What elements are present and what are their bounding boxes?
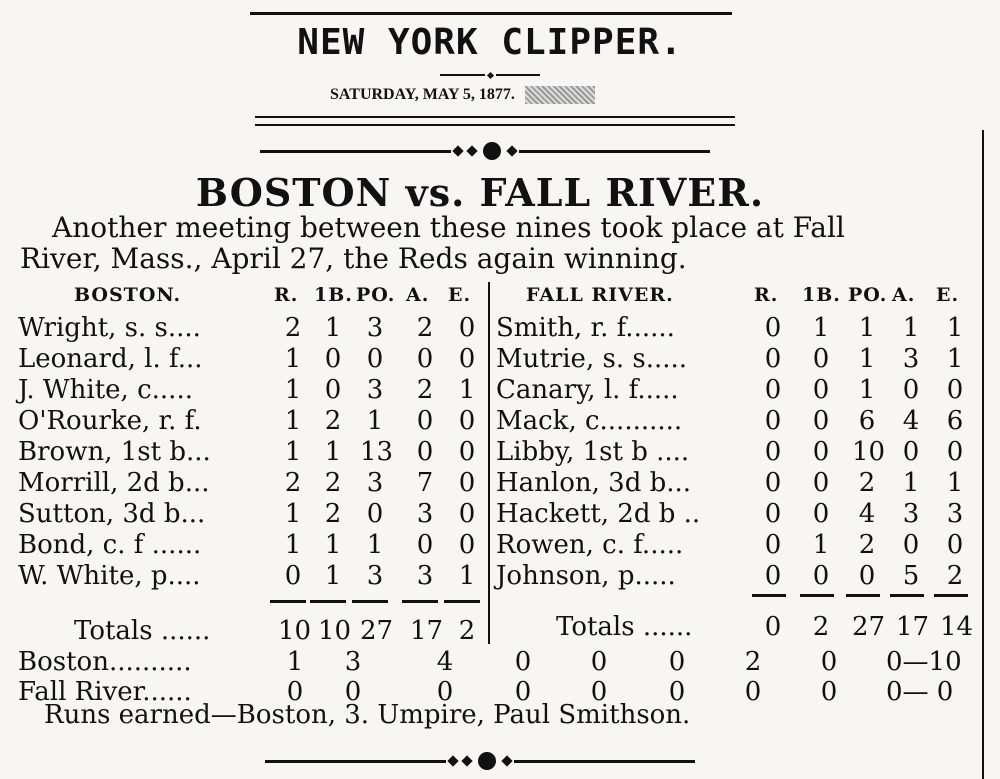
fallriver-stat-po: 2 <box>858 530 876 560</box>
fallriver-total-dash <box>934 594 968 597</box>
fallriver-total-dash <box>752 594 786 597</box>
boston-col-a: A. <box>406 284 430 306</box>
print-smudge <box>525 86 595 104</box>
fallriver-player-name: Johnson, p..... <box>496 561 676 591</box>
fallriver-stat-a: 0 <box>902 375 920 405</box>
fallriver-stat-r: 0 <box>764 468 782 498</box>
fallriver-stat-po: 6 <box>858 406 876 436</box>
boston-stat-po: 3 <box>366 313 384 343</box>
boston-player-name: W. White, p.... <box>18 561 201 591</box>
boston-stat-b: 1 <box>324 530 342 560</box>
boston-stat-b: 1 <box>324 437 342 467</box>
fallriver-total-po: 27 <box>852 612 886 642</box>
boston-stat-r: 1 <box>284 499 302 529</box>
boston-player-name: Leonard, l. f... <box>18 344 203 374</box>
innings-run: 0 <box>668 677 686 707</box>
boston-stat-po: 1 <box>366 406 384 436</box>
fallriver-stat-a: 4 <box>902 406 920 436</box>
boston-col-b: 1B. <box>314 284 353 306</box>
boston-stat-b: 2 <box>324 468 342 498</box>
fallriver-total-dash <box>800 594 834 597</box>
boston-stat-r: 1 <box>284 530 302 560</box>
boston-total-dash <box>402 600 438 603</box>
boston-col-e: E. <box>448 284 472 306</box>
fallriver-stat-po: 1 <box>858 344 876 374</box>
boston-stat-po: 3 <box>366 375 384 405</box>
fallriver-stat-po: 2 <box>858 468 876 498</box>
fallriver-total-dash <box>890 594 924 597</box>
boston-player-name: J. White, c..... <box>18 375 193 405</box>
boston-total-b: 10 <box>318 616 352 646</box>
innings-run: 0 <box>820 647 838 677</box>
fallriver-total-a: 17 <box>896 612 930 642</box>
boston-stat-a: 3 <box>416 561 434 591</box>
fallriver-stat-r: 0 <box>764 344 782 374</box>
box-score-divider <box>488 282 490 644</box>
boston-stat-po: 3 <box>366 468 384 498</box>
fallriver-col-e: E. <box>936 284 960 306</box>
headline: BOSTON vs. FALL RIVER. <box>195 170 765 215</box>
fallriver-player-name: Rowen, c. f..... <box>496 530 684 560</box>
fallriver-stat-po: 1 <box>858 375 876 405</box>
fallriver-stat-a: 3 <box>902 499 920 529</box>
boston-player-name: Brown, 1st b... <box>18 437 211 467</box>
fallriver-stat-b: 1 <box>812 313 830 343</box>
fallriver-stat-e: 3 <box>946 499 964 529</box>
boston-stat-e: 0 <box>458 406 476 436</box>
fallriver-player-name: Mutrie, s. s..... <box>496 344 688 374</box>
boston-stat-a: 7 <box>416 468 434 498</box>
fallriver-stat-r: 0 <box>764 530 782 560</box>
fallriver-total-dash <box>846 594 880 597</box>
boston-stat-e: 0 <box>458 468 476 498</box>
fallriver-stat-po: 10 <box>852 437 886 467</box>
fallriver-stat-b: 1 <box>812 530 830 560</box>
fallriver-stat-e: 0 <box>946 375 964 405</box>
boston-stat-e: 0 <box>458 313 476 343</box>
innings-run: 0 <box>590 647 608 677</box>
innings-run: 0 <box>590 677 608 707</box>
boston-player-name: Morrill, 2d b... <box>18 468 210 498</box>
boston-stat-po: 13 <box>360 437 394 467</box>
boston-col-po: PO. <box>356 284 396 306</box>
boston-stat-b: 2 <box>324 499 342 529</box>
boston-player-name: Sutton, 3d b... <box>18 499 206 529</box>
innings-run: 0 <box>668 647 686 677</box>
innings-run: 0 <box>514 647 532 677</box>
boston-stat-r: 1 <box>284 406 302 436</box>
boston-stat-e: 0 <box>458 499 476 529</box>
innings-run: 0 <box>820 677 838 707</box>
innings-run: 2 <box>744 647 762 677</box>
boston-stat-po: 0 <box>366 344 384 374</box>
boston-stat-e: 1 <box>458 375 476 405</box>
innings-run: 1 <box>286 647 304 677</box>
boston-stat-po: 1 <box>366 530 384 560</box>
fallriver-stat-r: 0 <box>764 406 782 436</box>
boston-stat-a: 3 <box>416 499 434 529</box>
fallriver-stat-e: 1 <box>946 313 964 343</box>
fallriver-col-a: A. <box>892 284 916 306</box>
boston-total-dash <box>352 600 388 603</box>
innings-run: 0 <box>744 677 762 707</box>
fallriver-stat-a: 1 <box>902 313 920 343</box>
innings-run: 0 <box>436 677 454 707</box>
fallriver-stat-b: 0 <box>812 561 830 591</box>
fallriver-stat-b: 0 <box>812 375 830 405</box>
fallriver-stat-e: 1 <box>946 344 964 374</box>
fallriver-header: FALL RIVER. <box>526 284 674 306</box>
innings-total: 0—10 <box>886 647 962 677</box>
boston-stat-po: 3 <box>366 561 384 591</box>
fallriver-stat-r: 0 <box>764 561 782 591</box>
fallriver-stat-a: 0 <box>902 437 920 467</box>
boston-total-r: 10 <box>278 616 312 646</box>
boston-stat-a: 2 <box>416 375 434 405</box>
fallriver-col-po: PO. <box>848 284 888 306</box>
innings-run: 0 <box>514 677 532 707</box>
boston-stat-e: 0 <box>458 344 476 374</box>
boston-stat-r: 1 <box>284 344 302 374</box>
fallriver-stat-b: 0 <box>812 344 830 374</box>
boston-player-name: O'Rourke, r. f. <box>18 406 202 436</box>
boston-stat-a: 2 <box>416 313 434 343</box>
top-ornament <box>260 140 710 162</box>
footer-line: Runs earned—Boston, 3. Umpire, Paul Smithson. <box>44 700 691 730</box>
boston-total-dash <box>444 600 480 603</box>
fallriver-stat-b: 0 <box>812 437 830 467</box>
fallriver-col-b: 1B. <box>802 284 841 306</box>
boston-total-dash <box>310 600 346 603</box>
boston-stat-b: 0 <box>324 344 342 374</box>
boston-player-name: Wright, s. s.... <box>18 313 201 343</box>
boston-total-a: 17 <box>410 616 444 646</box>
boston-stat-a: 0 <box>416 406 434 436</box>
fallriver-total-b: 2 <box>812 612 830 642</box>
boston-stat-b: 1 <box>324 561 342 591</box>
fallriver-stat-b: 0 <box>812 468 830 498</box>
boston-stat-r: 2 <box>284 313 302 343</box>
boston-stat-r: 1 <box>284 437 302 467</box>
column-border <box>982 130 984 779</box>
boston-stat-a: 0 <box>416 344 434 374</box>
boston-player-name: Bond, c. f ...... <box>18 530 202 560</box>
boston-stat-b: 0 <box>324 375 342 405</box>
intro-line-1: Another meeting between these nines took place at Fall <box>52 211 845 244</box>
fallriver-stat-po: 0 <box>858 561 876 591</box>
fallriver-stat-e: 1 <box>946 468 964 498</box>
date-rule-2 <box>255 124 735 126</box>
boston-stat-r: 0 <box>284 561 302 591</box>
fallriver-stat-b: 0 <box>812 406 830 436</box>
innings-run: 0 <box>344 677 362 707</box>
intro-paragraph <box>20 212 970 274</box>
boston-totals-label: Totals ...... <box>74 616 211 646</box>
innings-run: 0 <box>286 677 304 707</box>
fallriver-stat-e: 0 <box>946 437 964 467</box>
boston-total-e: 2 <box>458 616 476 646</box>
fallriver-stat-e: 2 <box>946 561 964 591</box>
boston-stat-r: 1 <box>284 375 302 405</box>
fallriver-player-name: Mack, c.......... <box>496 406 683 436</box>
boston-stat-e: 1 <box>458 561 476 591</box>
fallriver-player-name: Hanlon, 3d b... <box>496 468 692 498</box>
fallriver-stat-r: 0 <box>764 375 782 405</box>
boston-stat-e: 0 <box>458 437 476 467</box>
innings-total: 0— 0 <box>886 677 954 707</box>
boston-stat-b: 1 <box>324 313 342 343</box>
fallriver-stat-a: 3 <box>902 344 920 374</box>
fallriver-stat-po: 4 <box>858 499 876 529</box>
masthead-title: NEW YORK CLIPPER. <box>297 22 683 63</box>
fallriver-total-r: 0 <box>764 612 782 642</box>
innings-run: 4 <box>436 647 454 677</box>
dateline <box>330 86 750 104</box>
fallriver-stat-b: 0 <box>812 499 830 529</box>
boston-stat-b: 2 <box>324 406 342 436</box>
fallriver-player-name: Smith, r. f...... <box>496 313 675 343</box>
fallriver-stat-a: 5 <box>902 561 920 591</box>
fallriver-totals-label: Totals ...... <box>556 612 693 642</box>
masthead-ornament <box>440 68 540 82</box>
fallriver-player-name: Libby, 1st b .... <box>496 437 690 467</box>
boston-total-po: 27 <box>360 616 394 646</box>
boston-stat-po: 0 <box>366 499 384 529</box>
boston-total-dash <box>270 600 306 603</box>
fallriver-stat-r: 0 <box>764 313 782 343</box>
innings-run: 3 <box>344 647 362 677</box>
date-rule-1 <box>255 116 735 118</box>
intro-line-2: River, Mass., April 27, the Reds again winning. <box>20 242 687 275</box>
boston-stat-r: 2 <box>284 468 302 498</box>
innings-team: Boston.......... <box>18 647 192 677</box>
fallriver-player-name: Hackett, 2d b .. <box>496 499 701 529</box>
bottom-ornament <box>265 750 695 772</box>
top-rule <box>250 12 732 15</box>
boston-stat-a: 0 <box>416 530 434 560</box>
fallriver-stat-a: 1 <box>902 468 920 498</box>
boston-header: BOSTON. <box>74 284 182 306</box>
boston-stat-e: 0 <box>458 530 476 560</box>
innings-team: Fall River...... <box>18 677 192 707</box>
fallriver-stat-po: 1 <box>858 313 876 343</box>
fallriver-stat-e: 6 <box>946 406 964 436</box>
boston-col-r: R. <box>274 284 299 306</box>
fallriver-stat-a: 0 <box>902 530 920 560</box>
fallriver-total-e: 14 <box>940 612 974 642</box>
fallriver-stat-e: 0 <box>946 530 964 560</box>
fallriver-col-r: R. <box>754 284 779 306</box>
fallriver-stat-r: 0 <box>764 437 782 467</box>
dateline-text: SATURDAY, MAY 5, 1877. <box>330 86 515 103</box>
fallriver-player-name: Canary, l. f..... <box>496 375 679 405</box>
boston-stat-a: 0 <box>416 437 434 467</box>
fallriver-stat-r: 0 <box>764 499 782 529</box>
